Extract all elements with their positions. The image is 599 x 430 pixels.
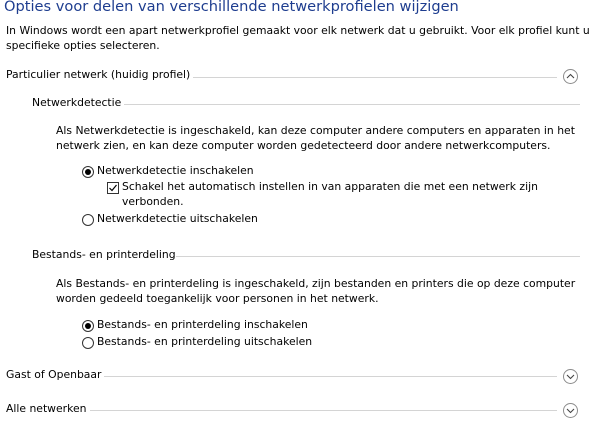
collapse-private-button[interactable] [563, 69, 578, 84]
chevron-down-icon [566, 372, 575, 381]
file-sharing-on-radio[interactable] [82, 320, 94, 332]
network-discovery-on-radio[interactable] [82, 166, 94, 178]
file-sharing-desc-line2: worden gedeeld toegankelijk voor personen in het netwerk. [56, 292, 379, 305]
file-sharing-on-label[interactable]: Bestands- en printerdeling inschakelen [97, 318, 308, 331]
file-sharing-desc-line1: Als Bestands- en printerdeling is ingeschakeld, zijn bestanden en printers die op deze computer [56, 277, 576, 290]
page-title: Opties voor delen van verschillende netwerkprofielen wijzigen [4, 0, 459, 15]
network-discovery-desc-line2: netwerk zien, en kan deze computer worden gedetecteerd door andere netwerkcomputers. [56, 139, 551, 152]
all-networks-divider [90, 410, 557, 411]
intro-text-line2: specifieke opties selecteren. [6, 39, 160, 52]
checkmark-icon [108, 183, 118, 193]
auto-setup-checkbox[interactable] [107, 182, 119, 194]
auto-setup-label-line1[interactable]: Schakel het automatisch instellen in van apparaten die met een netwerk zijn [122, 180, 538, 193]
network-discovery-title: Netwerkdetectie [32, 96, 122, 109]
expand-guest-button[interactable] [563, 369, 578, 384]
file-sharing-title: Bestands- en printerdeling [32, 248, 176, 261]
network-discovery-on-label[interactable]: Netwerkdetectie inschakelen [97, 164, 254, 177]
network-discovery-off-label[interactable]: Netwerkdetectie uitschakelen [97, 212, 258, 225]
auto-setup-label-line2[interactable]: verbonden. [122, 195, 184, 208]
intro-text-line1: In Windows wordt een apart netwerkprofiel gemaakt voor elk netwerk dat u gebruikt. Voor elk profiel kunt u [6, 24, 590, 37]
network-discovery-off-radio[interactable] [82, 214, 94, 226]
guest-profile-divider [104, 376, 557, 377]
private-profile-divider [193, 77, 557, 78]
file-sharing-off-radio[interactable] [82, 337, 94, 349]
file-sharing-off-label[interactable]: Bestands- en printerdeling uitschakelen [97, 335, 313, 348]
private-profile-header[interactable]: Particulier netwerk (huidig profiel) [6, 68, 191, 81]
network-discovery-desc-line1: Als Netwerkdetectie is ingeschakeld, kan deze computer andere computers en apparaten in het [56, 124, 575, 137]
expand-all-networks-button[interactable] [563, 403, 578, 418]
network-discovery-divider [124, 104, 580, 105]
guest-profile-header[interactable]: Gast of Openbaar [6, 368, 102, 381]
all-networks-header[interactable]: Alle netwerken [6, 402, 87, 415]
file-sharing-divider [176, 256, 580, 257]
chevron-down-icon [566, 406, 575, 415]
chevron-up-icon [566, 72, 575, 81]
